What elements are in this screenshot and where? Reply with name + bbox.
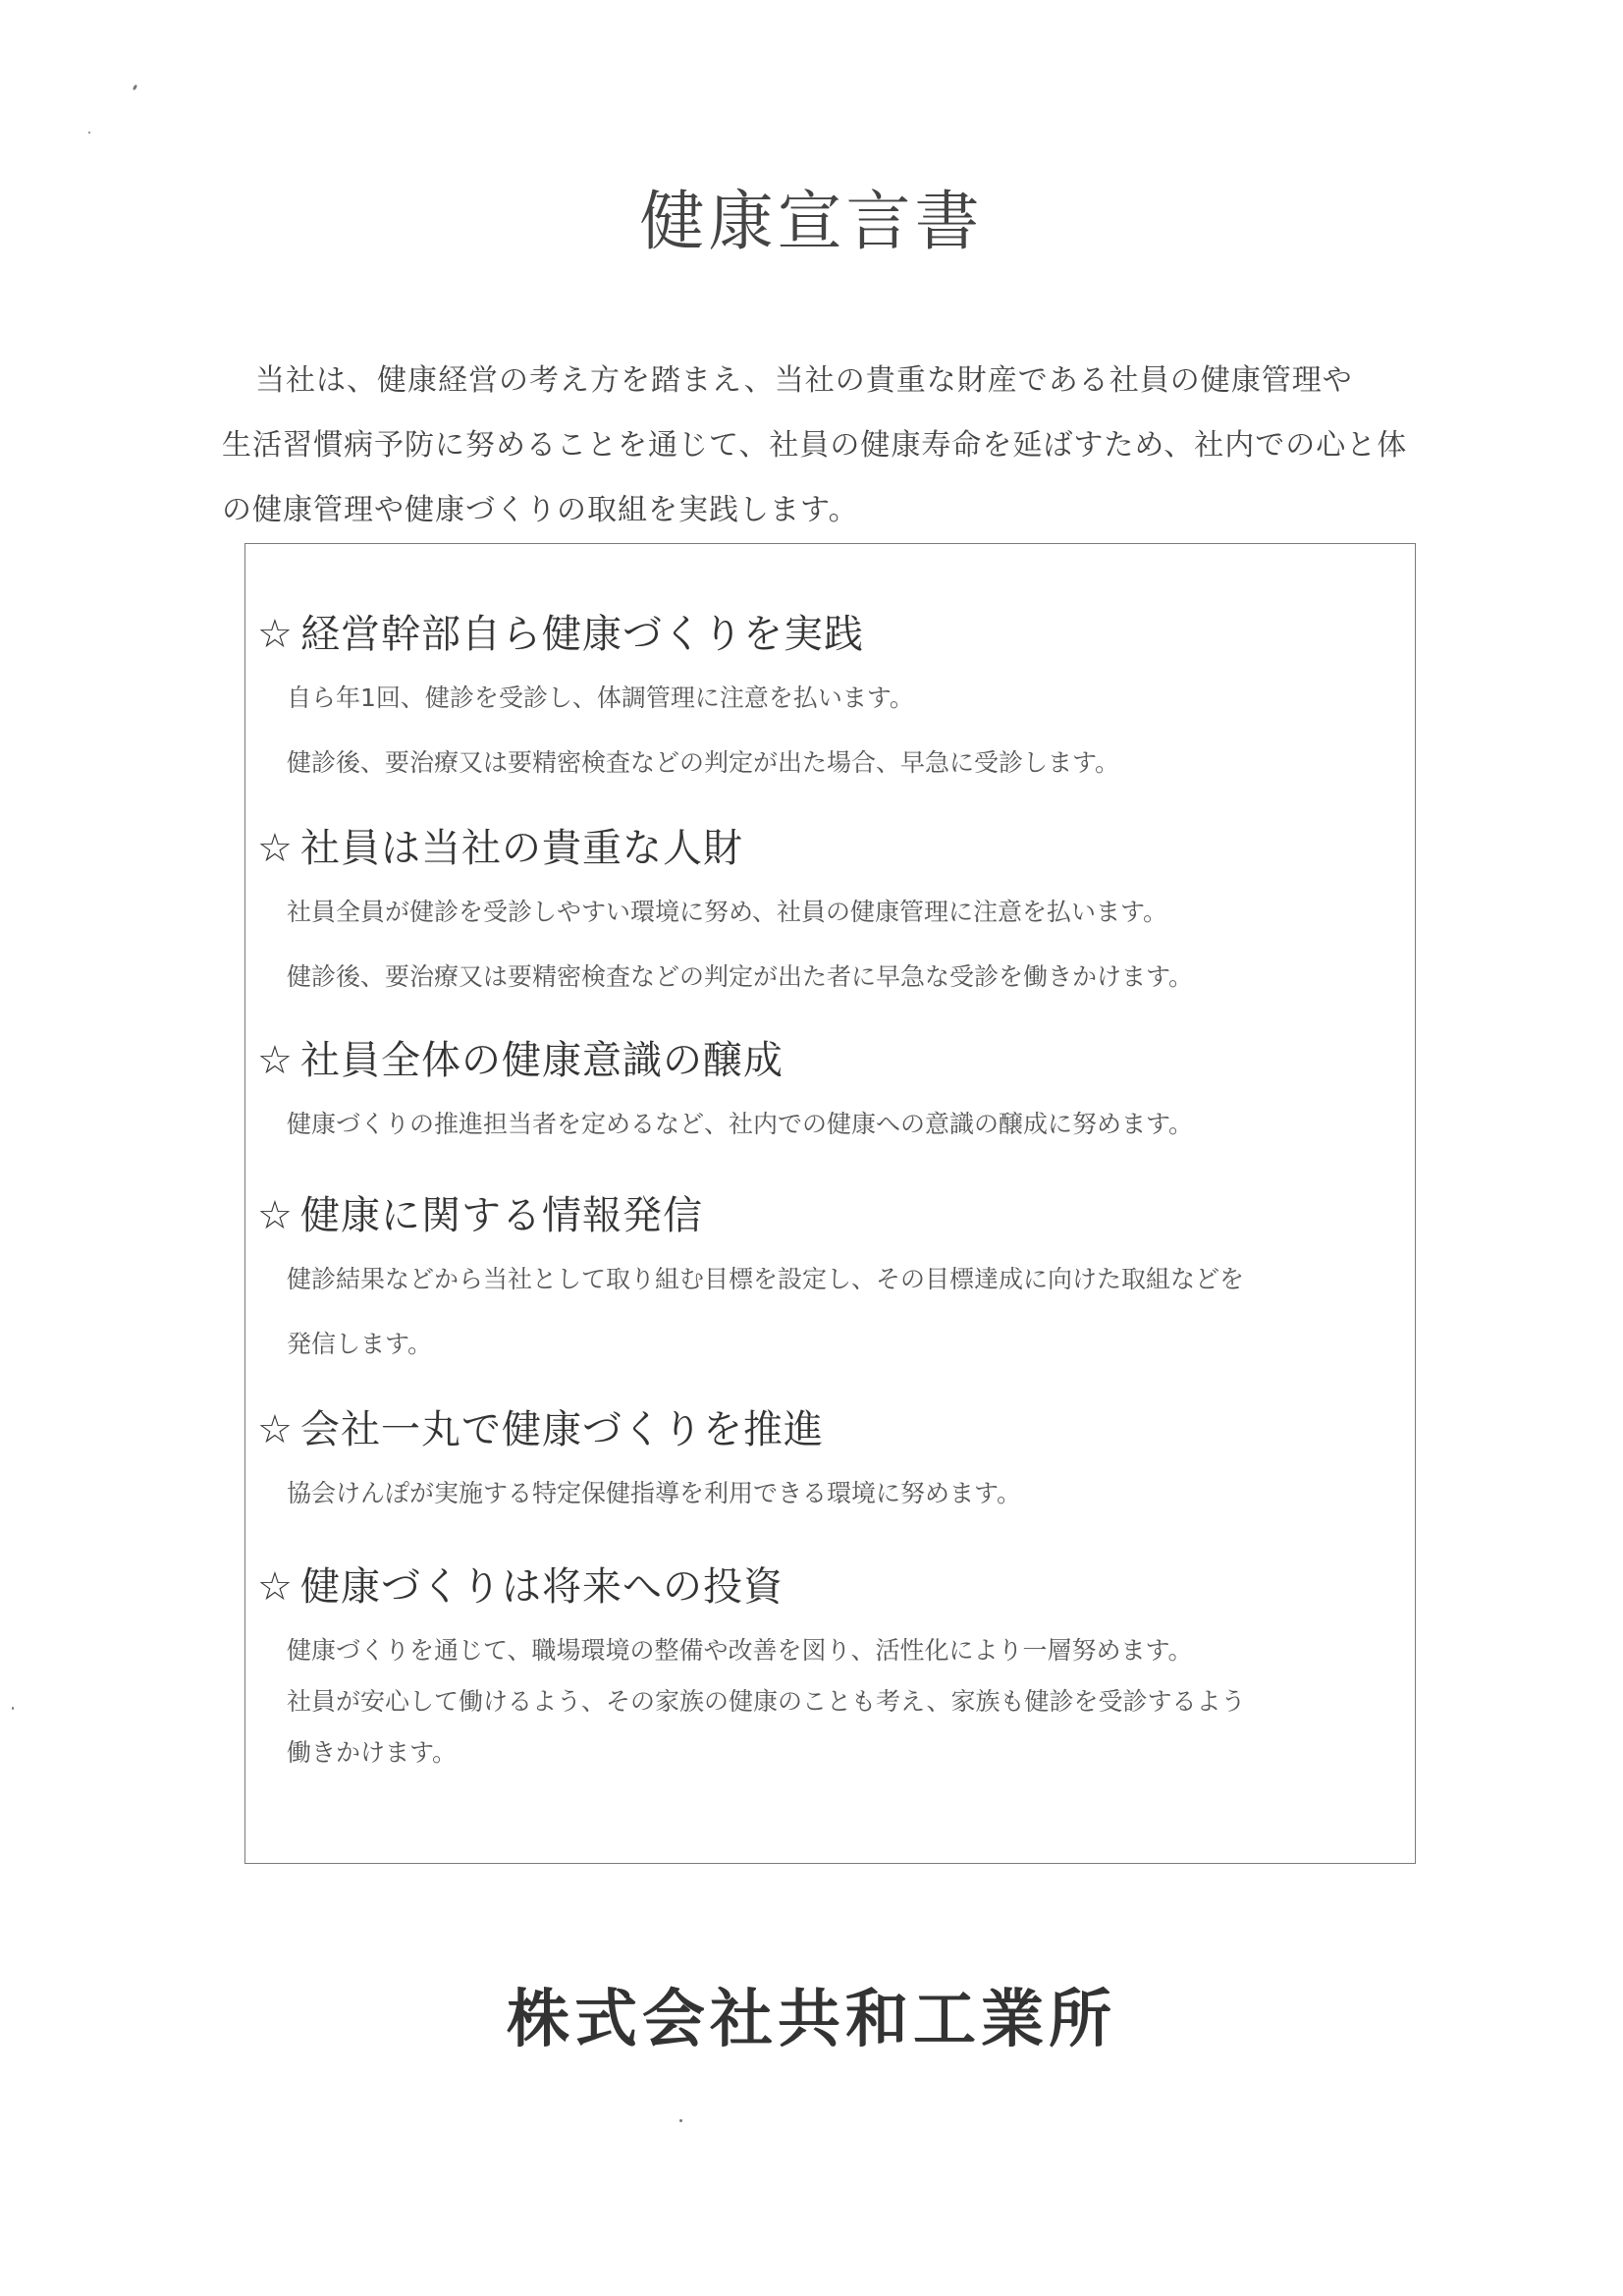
star-icon: ☆: [257, 826, 294, 871]
section-item: 発信します。: [287, 1330, 433, 1358]
section-heading-text: 社員は当社の貴重な人財: [300, 826, 743, 871]
intro-line: 生活習慣病予防に努めることを通じて、社員の健康寿命を延ばすため、社内での心と体: [222, 428, 1408, 463]
section-heading: [257, 1404, 1386, 1455]
star-icon: ☆: [257, 1407, 294, 1452]
document-title: 健康宣言書: [639, 184, 984, 259]
star-icon: ☆: [257, 1038, 294, 1083]
intro-line: 当社は、健康経営の考え方を踏まえ、当社の貴重な財産である社員の健康管理や: [255, 363, 1353, 398]
section-heading: [257, 823, 1386, 874]
section-item: 自ら年1回、健診を受診し、体調管理に注意を払います。: [287, 683, 914, 712]
section-heading-text: 経営幹部自ら健康づくりを実践: [300, 612, 864, 657]
section-item: 健診結果などから当社として取り組む目標を設定し、その目標達成に向けた取組などを: [287, 1265, 1245, 1293]
section-item: 健康づくりを通じて、職場環境の整備や改善を図り、活性化により一層努めます。: [287, 1636, 1193, 1665]
section-item: 健康づくりの推進担当者を定めるなど、社内での健康への意識の醸成に努めます。: [287, 1110, 1194, 1138]
section-heading-text: 健康に関する情報発信: [300, 1193, 703, 1238]
star-icon: ☆: [257, 612, 294, 657]
section-item: 社員全員が健診を受診しやすい環境に努め、社員の健康管理に注意を払います。: [287, 898, 1168, 926]
section-item: 社員が安心して働けるよう、その家族の健康のことも考え、家族も健診を受診するよう: [287, 1687, 1246, 1716]
section-item: 協会けんぽが実施する特定保健指導を利用できる環境に努めます。: [287, 1479, 1022, 1507]
intro-paragraph: [222, 349, 1439, 543]
scan-speck: [12, 1707, 14, 1710]
section-heading-text: 健康づくりは将来への投資: [300, 1564, 784, 1610]
section-heading-text: 会社一丸で健康づくりを推進: [300, 1407, 824, 1452]
section-item: 働きかけます。: [287, 1738, 458, 1767]
scan-speck: [679, 2119, 682, 2122]
section-heading-text: 社員全体の健康意識の醸成: [300, 1038, 784, 1083]
section-heading: [257, 1561, 1386, 1613]
intro-line: の健康管理や健康づくりの取組を実践します。: [222, 493, 859, 527]
section-health-awareness: [257, 1035, 1386, 1157]
scan-speck: [133, 84, 138, 91]
section-information: [257, 1190, 1386, 1377]
section-item: 健診後、要治療又は要精密検査などの判定が出た者に早急な受診を働きかけます。: [287, 962, 1194, 991]
section-valuable-staff: [257, 823, 1386, 1010]
section-item: 健診後、要治療又は要精密検査などの判定が出た場合、早急に受診します。: [287, 748, 1120, 777]
section-executive-practice: [257, 609, 1386, 795]
star-icon: ☆: [257, 1193, 294, 1238]
section-heading: [257, 609, 1386, 660]
company-name: 株式会社共和工業所: [507, 1984, 1116, 2056]
section-heading: [257, 1190, 1386, 1241]
section-future-investment: [257, 1561, 1386, 1785]
section-heading: [257, 1035, 1386, 1086]
star-icon: ☆: [257, 1564, 294, 1610]
scan-speck: [88, 132, 90, 134]
section-company-wide: [257, 1404, 1386, 1526]
